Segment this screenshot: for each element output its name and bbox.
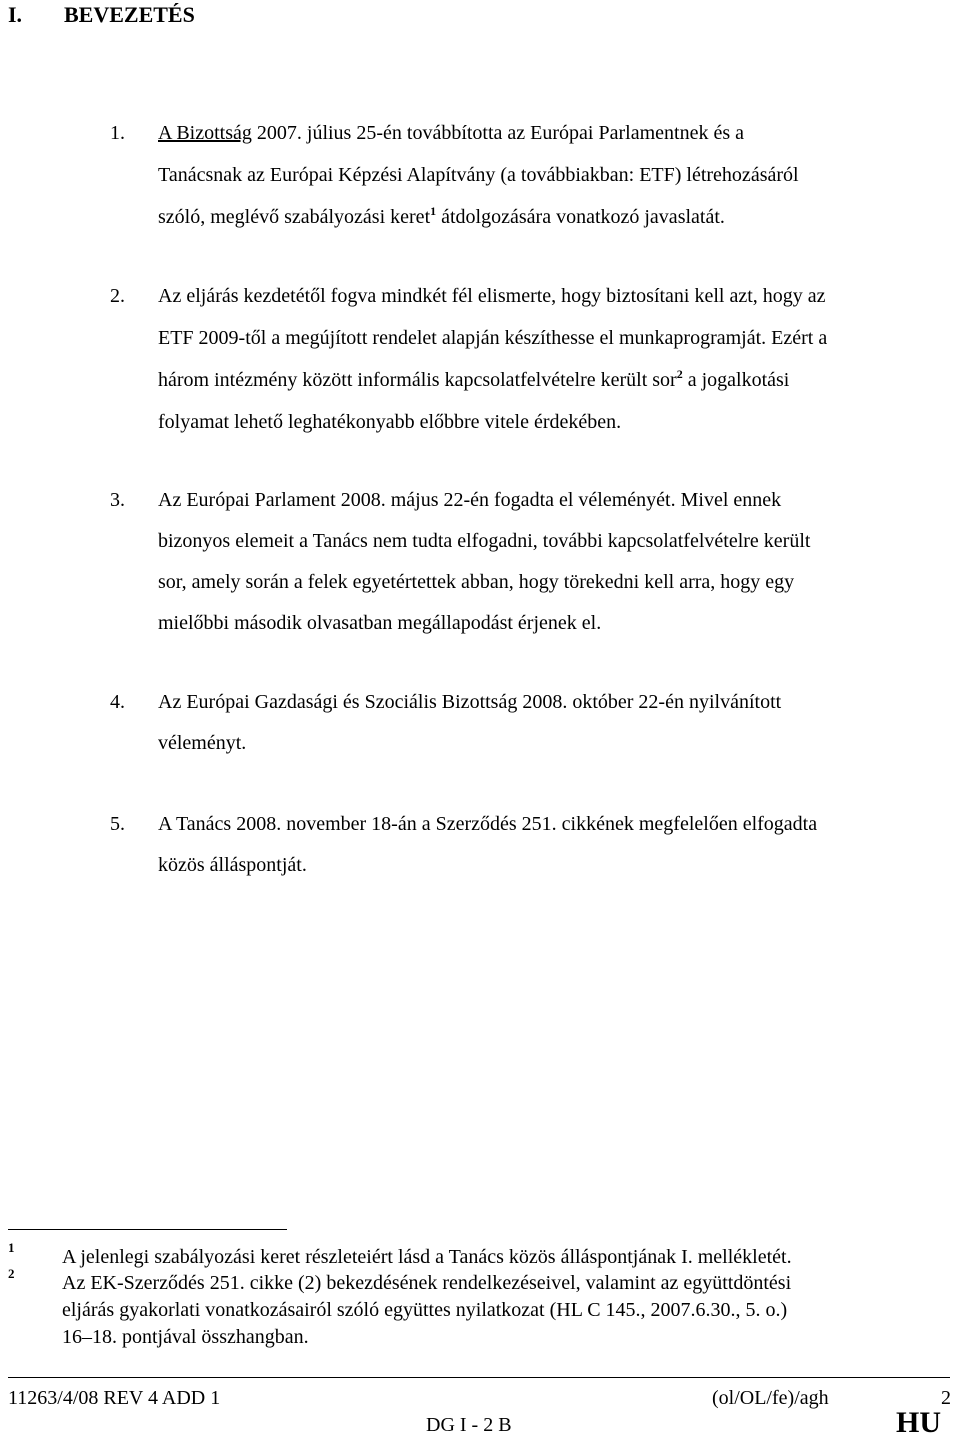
paragraph-line: Az Európai Gazdasági és Szociális Bizottság 2008. október 22-én nyilvánított: [158, 691, 782, 713]
paragraph-line: szóló, meglévő szabályozási keret$^1$ átdolgozására vonatkozó javaslatát.: [158, 204, 725, 228]
section-title: BEVEZETÉS: [64, 2, 195, 27]
paragraph-line: közös álláspontját.: [158, 854, 307, 876]
footnote-2-text: 16–18. pontjával összhangban.: [62, 1326, 309, 1348]
underlined-text: A Bizottság: [158, 122, 252, 144]
footnote-1-text: A jelenlegi szabályozási keret részleteiért lásd a Tanács közös álláspontjának I. mellékletét.: [62, 1246, 792, 1268]
footnote-mark: 1: [8, 1240, 15, 1255]
footnote-ref[interactable]: 2: [676, 367, 683, 381]
page-number: 2: [941, 1387, 951, 1409]
paragraph-line: három intézmény között informális kapcsolatfelvételre került sor$^2$ a jogalkotási: [158, 367, 790, 391]
paragraph-number: 2.: [110, 285, 125, 307]
author-initials: (ol/OL/fe)/agh: [712, 1387, 829, 1409]
paragraph-line: sor, amely során a felek egyetértettek abban, hogy törekedni kell arra, hogy egy: [158, 571, 795, 593]
paragraph-line: ETF 2009-től a megújított rendelet alapján készíthesse el munkaprogramját. Ezért a: [158, 327, 828, 349]
paragraph-line: bizonyos elemeit a Tanács nem tudta elfogadni, további kapcsolatfelvételre került: [158, 530, 811, 552]
paragraph-line: véleményt.: [158, 732, 247, 754]
paragraph-line: Az eljárás kezdetétől fogva mindkét fél elismerte, hogy biztosítani kell azt, hogy az: [158, 285, 826, 307]
footnote-separator: [8, 1229, 287, 1230]
paragraph-number: 1.: [110, 122, 125, 144]
section-number: I.: [8, 2, 23, 27]
paragraph-line: Tanácsnak az Európai Képzési Alapítvány (a továbbiakban: ETF) létrehozásáról: [158, 164, 799, 186]
paragraph-line: A Tanács 2008. november 18-án a Szerződés 251. cikkének megfelelően elfogadta: [158, 813, 818, 835]
footnote-mark: 2: [8, 1266, 15, 1281]
footnote-ref[interactable]: 1: [430, 204, 437, 218]
paragraph-line: mielőbbi második olvasatban megállapodást érjenek el.: [158, 612, 602, 634]
paragraph-number: 4.: [110, 691, 125, 713]
paragraph-line: A Bizottság 2007. július 25-én továbbította az Európai Parlamentnek és a: [158, 122, 744, 144]
section-heading: [8, 2, 195, 28]
paragraph-number: 3.: [110, 489, 125, 511]
paragraph-number: 5.: [110, 813, 125, 835]
language-code: HU: [896, 1406, 941, 1439]
paragraph-line: Az Európai Parlament 2008. május 22-én fogadta el véleményét. Mivel ennek: [158, 489, 782, 511]
footnote-2-text: eljárás gyakorlati vonatkozásairól szóló együttes nyilatkozat (HL C 145., 2007.6.30., 5. o.): [62, 1299, 788, 1321]
paragraph-line: folyamat lehető leghatékonyabb előbbre vitele érdekében.: [158, 411, 622, 433]
directorate: DG I - 2 B: [426, 1414, 512, 1436]
doc-reference: 11263/4/08 REV 4 ADD 1: [8, 1387, 221, 1409]
footer-separator: [8, 1377, 950, 1378]
footnote-2-text: Az EK-Szerződés 251. cikke (2) bekezdésének rendelkezéseivel, valamint az együttdöntési: [62, 1272, 792, 1294]
